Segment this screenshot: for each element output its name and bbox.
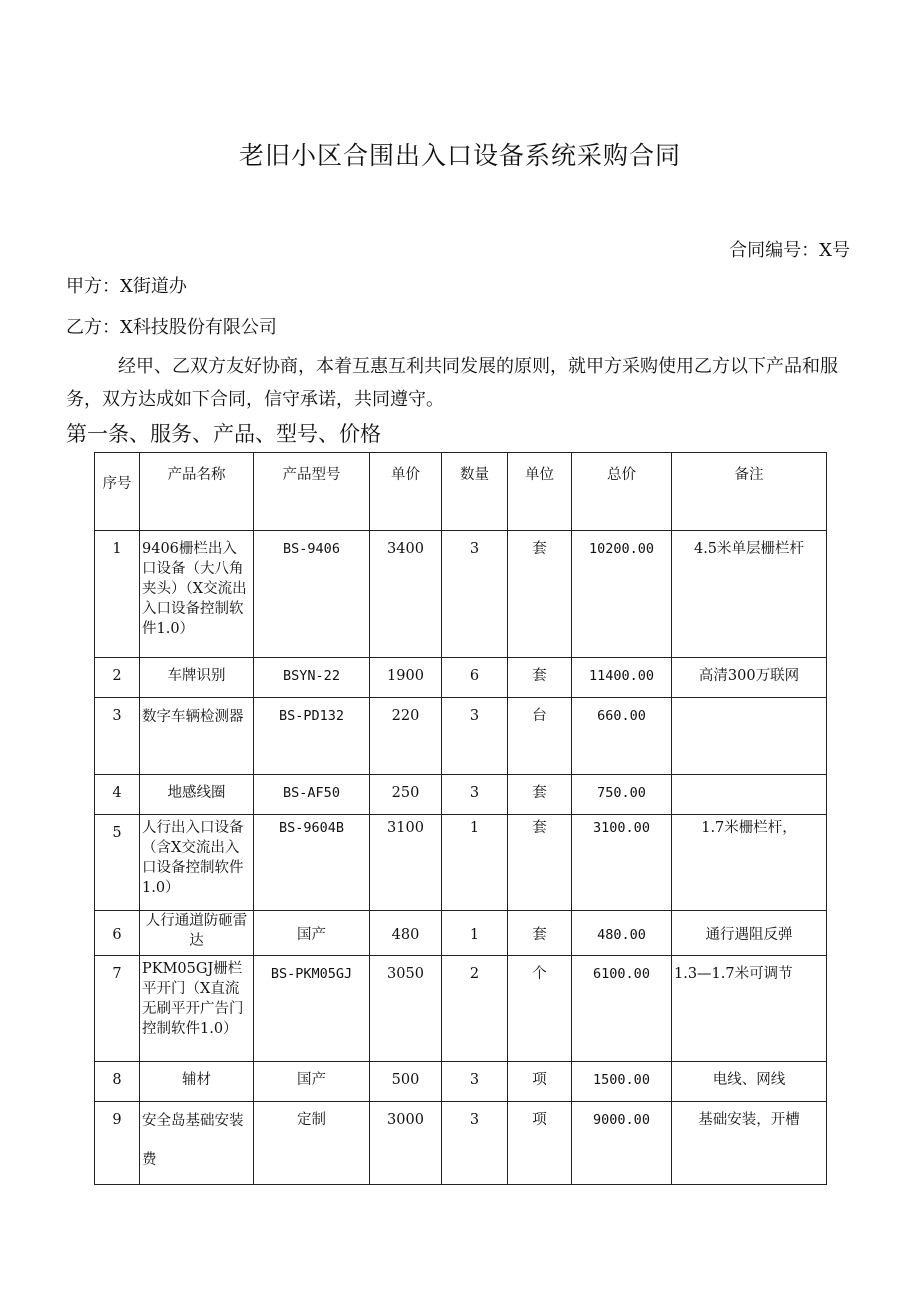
product-name: 车牌识别 xyxy=(140,658,254,698)
unit: 套 xyxy=(508,911,572,956)
total-price: 660.00 xyxy=(572,698,672,775)
product-name: 9406栅栏出入口设备（大八角夹头）（X交流出入口设备控制软件1.0） xyxy=(140,531,254,658)
row-no: 2 xyxy=(95,658,140,698)
note xyxy=(672,698,827,775)
note: 通行遇阻反弹 xyxy=(672,911,827,956)
table-row xyxy=(95,1102,827,1185)
row-no: 4 xyxy=(95,775,140,815)
unit-price: 1900 xyxy=(370,658,442,698)
product-model: 国产 xyxy=(254,911,370,956)
header-cell: 序号 xyxy=(95,453,140,531)
total-price: 3100.00 xyxy=(572,815,672,911)
note: 高清300万联网 xyxy=(672,658,827,698)
unit: 套 xyxy=(508,775,572,815)
quantity: 3 xyxy=(442,1062,508,1102)
unit-price: 3400 xyxy=(370,531,442,658)
total-price: 6100.00 xyxy=(572,956,672,1062)
product-name: 地感线圈 xyxy=(140,775,254,815)
row-no: 5 xyxy=(95,815,140,911)
total-price: 9000.00 xyxy=(572,1102,672,1185)
party-b: 乙方：X科技股份有限公司 xyxy=(66,317,277,338)
product-model: BS-9406 xyxy=(254,531,370,658)
row-no: 8 xyxy=(95,1062,140,1102)
header-cell: 产品名称 xyxy=(140,453,254,531)
total-price: 10200.00 xyxy=(572,531,672,658)
product-name: PKM05GJ栅栏平开门（X直流无刷平开广告门控制软件1.0） xyxy=(140,956,254,1062)
product-name: 人行出入口设备（含X交流出入口设备控制软件1.0） xyxy=(140,815,254,911)
unit: 套 xyxy=(508,815,572,911)
product-name: 安全岛基础安装费 xyxy=(140,1102,254,1185)
product-name: 辅材 xyxy=(140,1062,254,1102)
unit: 台 xyxy=(508,698,572,775)
note: 电线、网线 xyxy=(672,1062,827,1102)
quantity: 3 xyxy=(442,531,508,658)
unit-price: 3100 xyxy=(370,815,442,911)
product-name: 人行通道防砸雷达 xyxy=(140,911,254,956)
product-model: BS-AF50 xyxy=(254,775,370,815)
note: 1.7米栅栏杆， xyxy=(672,815,827,911)
unit: 套 xyxy=(508,531,572,658)
quantity: 1 xyxy=(442,911,508,956)
header-cell: 数量 xyxy=(442,453,508,531)
party-a: 甲方：X街道办 xyxy=(66,276,187,297)
unit: 项 xyxy=(508,1062,572,1102)
product-model: BS-PKM05GJ xyxy=(254,956,370,1062)
quantity: 3 xyxy=(442,1102,508,1185)
table-row xyxy=(95,956,827,1062)
product-model: BS-9604B xyxy=(254,815,370,911)
row-no: 3 xyxy=(95,698,140,775)
note xyxy=(672,775,827,815)
table-row xyxy=(95,911,827,956)
unit: 项 xyxy=(508,1102,572,1185)
product-name: 数字车辆检测器 xyxy=(140,698,254,775)
table-row xyxy=(95,698,827,775)
table-row xyxy=(95,658,827,698)
unit-price: 250 xyxy=(370,775,442,815)
unit: 个 xyxy=(508,956,572,1062)
note: 4.5米单层栅栏杆 xyxy=(672,531,827,658)
quantity: 1 xyxy=(442,815,508,911)
quantity: 3 xyxy=(442,698,508,775)
row-no: 9 xyxy=(95,1102,140,1185)
table-row xyxy=(95,1062,827,1102)
quantity: 6 xyxy=(442,658,508,698)
unit-price: 480 xyxy=(370,911,442,956)
product-table xyxy=(94,452,827,1185)
contract-number: 合同编号：X号 xyxy=(729,240,850,261)
total-price: 480.00 xyxy=(572,911,672,956)
quantity: 3 xyxy=(442,775,508,815)
unit-price: 3050 xyxy=(370,956,442,1062)
intro-text: 经甲、乙双方友好协商，本着互惠互利共同发展的原则，就甲方采购使用乙方以下产品和服务，双方达成如下合同，信守承诺，共同遵守。 xyxy=(66,356,838,410)
quantity: 2 xyxy=(442,956,508,1062)
note: 基础安装，开槽 xyxy=(672,1102,827,1185)
table-row xyxy=(95,815,827,911)
section-heading: 第一条、服务、产品、型号、价格 xyxy=(66,422,381,446)
product-model: BS-PD132 xyxy=(254,698,370,775)
header-cell: 单价 xyxy=(370,453,442,531)
table-row xyxy=(95,775,827,815)
header-cell: 产品型号 xyxy=(254,453,370,531)
unit-price: 3000 xyxy=(370,1102,442,1185)
intro-paragraph xyxy=(66,350,850,416)
product-model: 国产 xyxy=(254,1062,370,1102)
header-cell: 单位 xyxy=(508,453,572,531)
product-model: 定制 xyxy=(254,1102,370,1185)
unit-price: 220 xyxy=(370,698,442,775)
row-no: 1 xyxy=(95,531,140,658)
product-model: BSYN-22 xyxy=(254,658,370,698)
table-header-row xyxy=(95,453,827,531)
header-cell: 备注 xyxy=(672,453,827,531)
unit-price: 500 xyxy=(370,1062,442,1102)
table-row xyxy=(95,531,827,658)
unit: 套 xyxy=(508,658,572,698)
total-price: 1500.00 xyxy=(572,1062,672,1102)
row-no: 7 xyxy=(95,956,140,1062)
row-no: 6 xyxy=(95,911,140,956)
total-price: 11400.00 xyxy=(572,658,672,698)
note: 1.3—1.7米可调节 xyxy=(672,956,827,1062)
total-price: 750.00 xyxy=(572,775,672,815)
header-cell: 总价 xyxy=(572,453,672,531)
contract-title: 老旧小区合围出入口设备系统采购合同 xyxy=(238,141,681,170)
